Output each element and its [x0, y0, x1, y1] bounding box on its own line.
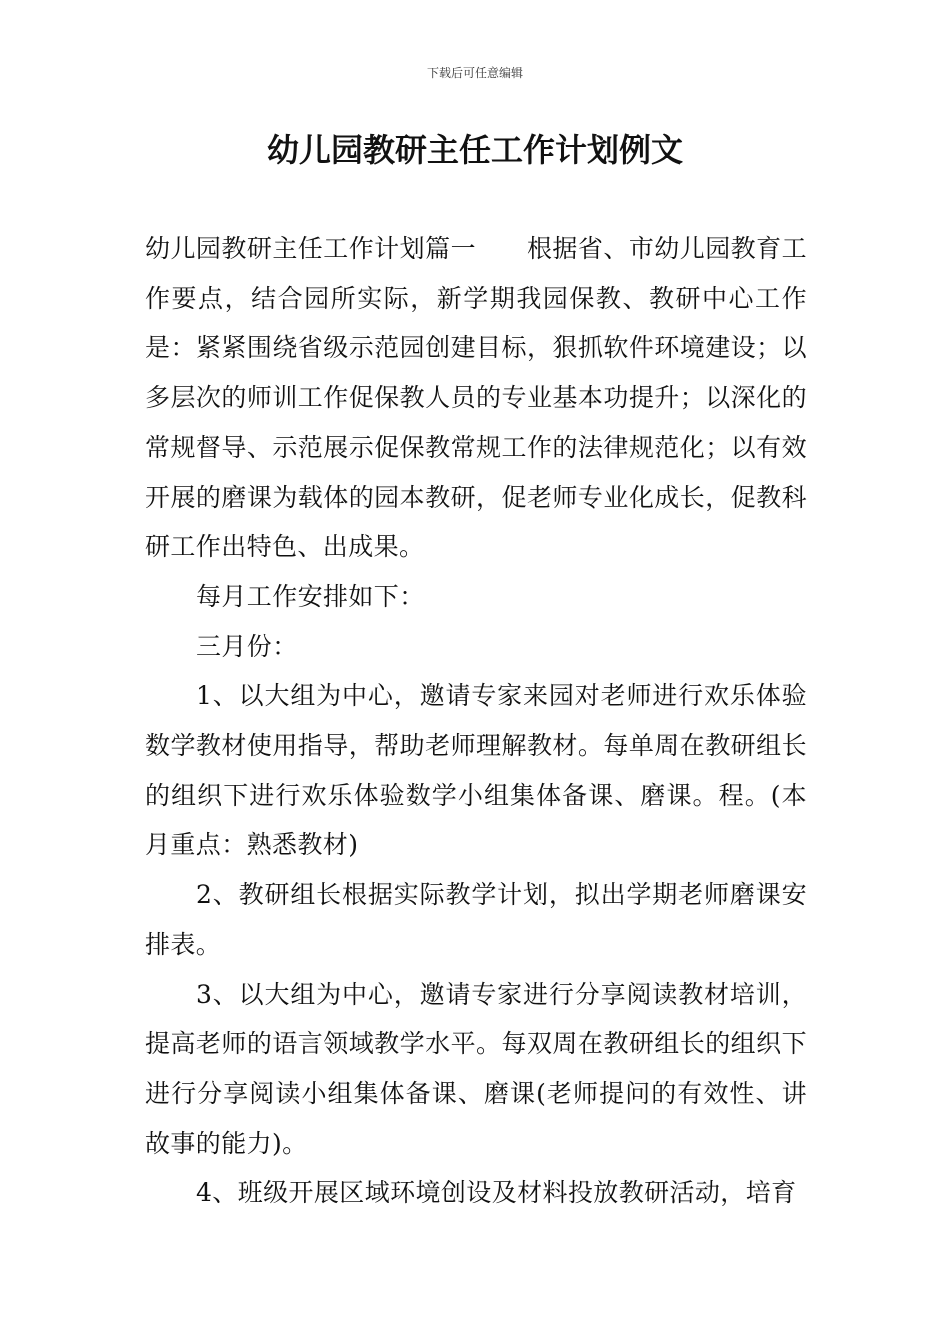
paragraph-item-4: 4、班级开展区域环境创设及材料投放教研活动，培育 [196, 1178, 797, 1208]
page-header-note: 下载后可任意编辑 [426, 66, 523, 80]
paragraph-item-2: 2、教研组长根据实际教学计划，拟出学期老师磨课安排表。 [145, 880, 807, 959]
paragraph-intro: 幼儿园教研主任工作计划篇一 根据省、市幼儿园教育工作要点，结合园所实际，新学期我园保教、教研中心工作是：紧紧围绕省级示范园创建目标，狠抓软件环境建设；以多层次的师训工作促保教人员的专业基本功提升；以深化的常规督导、示范展示促保教常规工作的法律规范化；以有效开展的磨课为载体的园本教研，促老师专业化成长，促教科研工作出特色、出成果。 [145, 234, 807, 562]
paragraph-item-1: 1、以大组为中心，邀请专家来园对老师进行欢乐体验数学教材使用指导，帮助老师理解教材。每单周在教研组长的组织下进行欢乐体验数学小组集体备课、磨课。程。(本月重点：熟悉教材) [145, 681, 807, 860]
paragraph-march: 三月份： [196, 631, 298, 661]
paragraph-item-3: 3、以大组为中心，邀请专家进行分享阅读教材培训，提高老师的语言领域教学水平。每双周在教研组长的组织下进行分享阅读小组集体备课、磨课(老师提问的有效性、讲故事的能力)。 [145, 979, 807, 1158]
document-body [145, 224, 807, 1218]
document-title: 幼儿园教研主任工作计划例文 [266, 131, 683, 169]
paragraph-monthly-plan: 每月工作安排如下： [196, 581, 425, 611]
